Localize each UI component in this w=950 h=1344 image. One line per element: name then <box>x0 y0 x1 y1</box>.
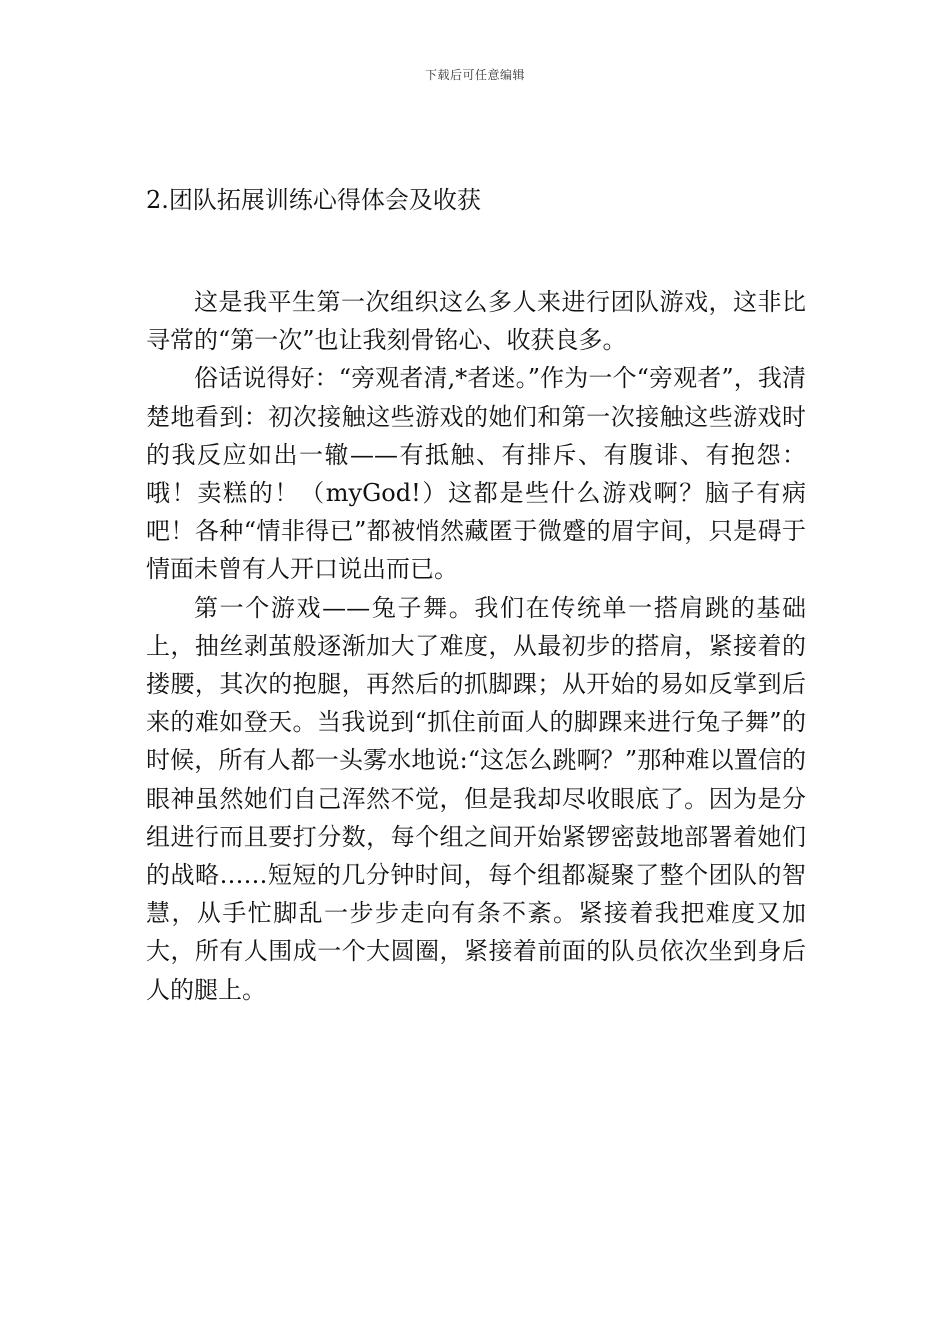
paragraph-bunny-dance: 第一个游戏——兔子舞。我们在传统单一搭肩跳的基础上，抽丝剥茧般逐渐加大了难度，从最初步的搭肩，紧接着的搂腰，其次的抱腿，再然后的抓脚踝；从开始的易如反掌到后来的难如登天。当我说到“抓住前面人的脚踝来进行兔子舞”的时候，所有人都一头雾水地说:“这怎么跳啊？”那种难以置信的眼神虽然她们自己浑然不觉，但是我却尽收眼底了。因为是分组进行而且要打分数，每个组之间开始紧锣密鼓地部署着她们的战略……短短的几分钟时间，每个组都凝聚了整个团队的智慧，从手忙脚乱一步步走向有条不紊。紧接着我把难度又加大，所有人围成一个大圆圈，紧接着前面的队员依次坐到身后人的腿上。 <box>146 593 806 1004</box>
page-header-note: 下载后可任意编辑 <box>424 68 525 82</box>
document-title: 2.团队拓展训练心得体会及收获 <box>146 186 481 214</box>
document-body <box>146 283 806 1009</box>
paragraph-intro: 这是我平生第一次组织这么多人来进行团队游戏，这非比寻常的“第一次”也让我刻骨铭心、收获良多。 <box>146 288 806 355</box>
paragraph-observer: 俗话说得好：“旁观者清,*者迷。”作为一个“旁观者”，我清楚地看到：初次接触这些游戏的她们和第一次接触这些游戏时的我反应如出一辙——有抵触、有排斥、有腹诽、有抱怨：哦！卖糕的！（myGod!）这都是些什么游戏啊？脑子有病吧！各种“情非得已”都被悄然藏匿于微蹙的眉宇间，只是碍于情面未曾有人开口说出而已。 <box>146 364 806 584</box>
